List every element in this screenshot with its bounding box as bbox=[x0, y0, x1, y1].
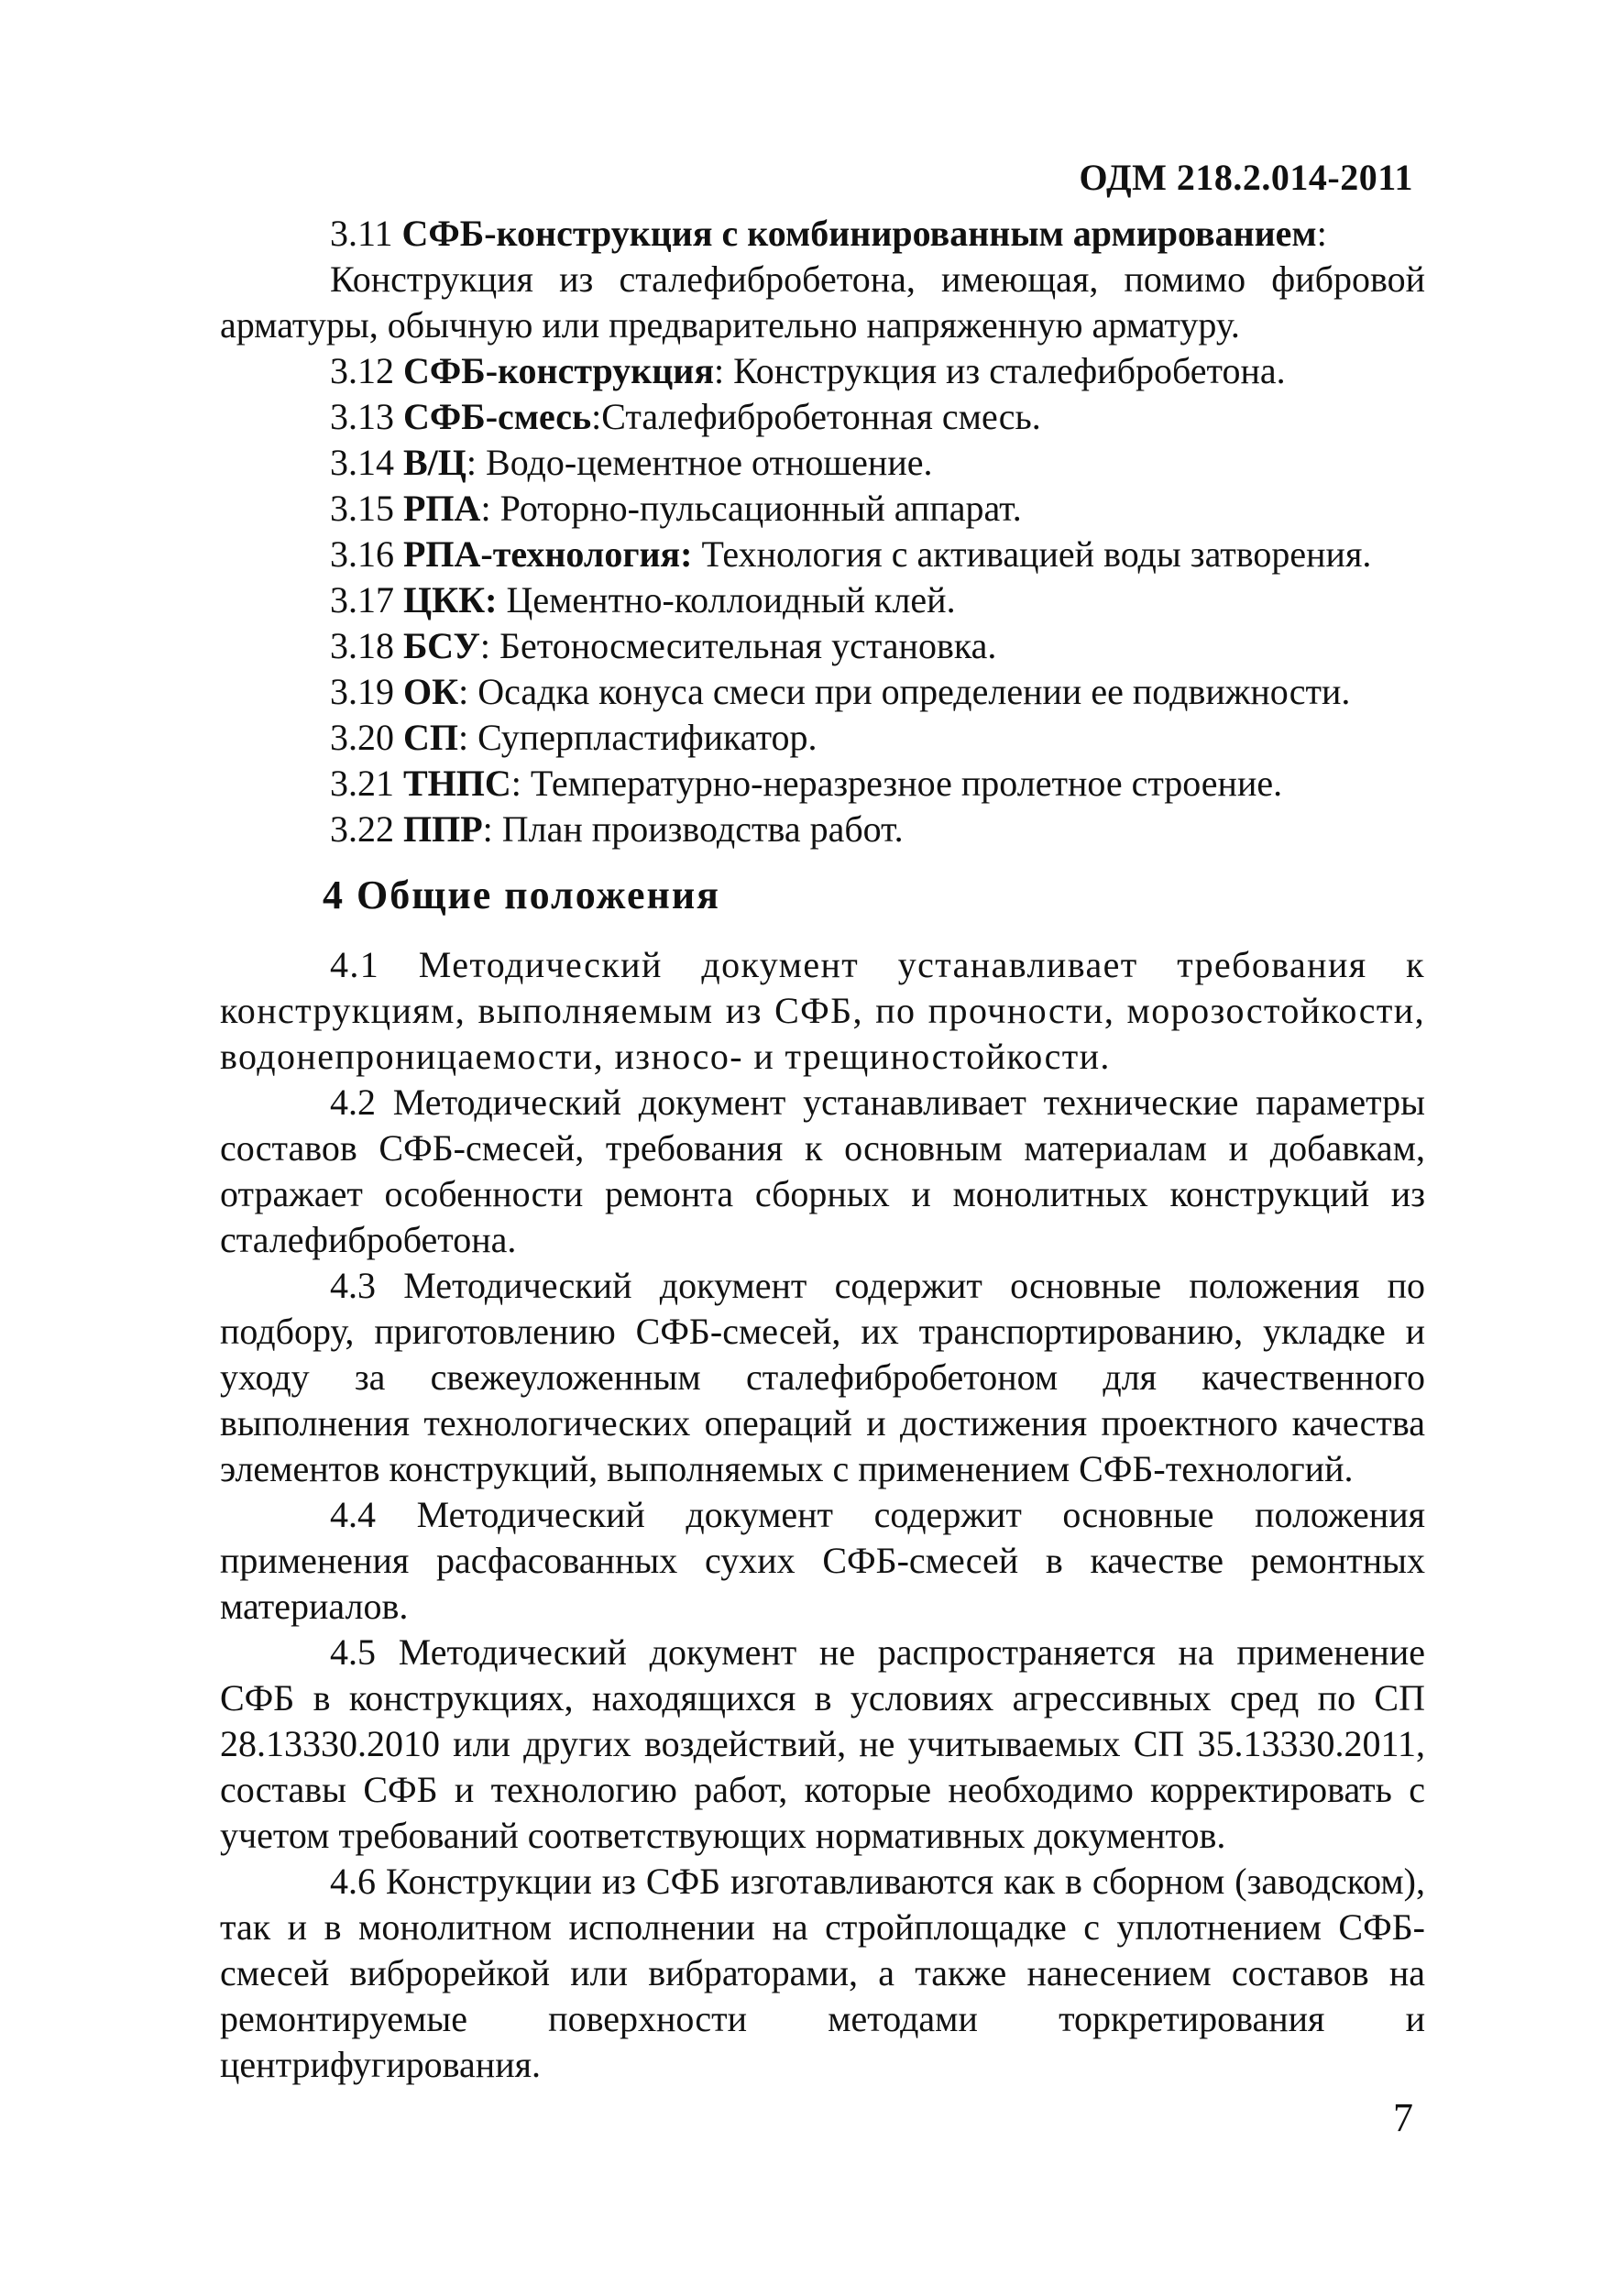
definition-text: Суперпластификатор. bbox=[468, 717, 817, 758]
definition-3-22 bbox=[220, 807, 1425, 852]
definition-number: 3.11 bbox=[330, 213, 393, 254]
section-heading: 4 Общие положения bbox=[323, 873, 720, 917]
definition-text: Сталефибробетонная смесь. bbox=[601, 396, 1041, 437]
definition-text: Технология с активацией воды затворения. bbox=[692, 533, 1372, 575]
definition-separator: : bbox=[458, 671, 469, 712]
definition-3-21 bbox=[220, 761, 1425, 807]
definition-number: 3.12 bbox=[330, 350, 394, 391]
definition-3-15 bbox=[220, 486, 1425, 532]
definition-3-11 bbox=[220, 211, 1425, 257]
definition-number: 3.16 bbox=[330, 533, 394, 575]
definition-text: Бетоносмесительная установка. bbox=[490, 625, 997, 666]
definition-term: ТНПС bbox=[403, 763, 511, 804]
definition-number: 3.18 bbox=[330, 625, 394, 666]
definition-text: Водо-цементное отношение. bbox=[477, 442, 933, 483]
definition-separator: : bbox=[713, 350, 725, 391]
document-code-header: ОДМ 218.2.014-2011 bbox=[1079, 157, 1413, 198]
paragraph-4-4: 4.4 Методический документ содержит основные положения применения расфасованных сухих СФБ-смесей в качестве ремонтных материалов. bbox=[220, 1494, 1425, 1627]
definition-separator: : bbox=[1316, 213, 1327, 254]
definition-separator: : bbox=[480, 488, 491, 529]
definition-number: 3.22 bbox=[330, 808, 394, 850]
definition-number: 3.14 bbox=[330, 442, 394, 483]
paragraph-4-1: 4.1 Методический документ устанавливает требования к конструкциям, выполняемым из СФБ, по прочности, морозостойкости, водонепроницаемости, износо- и трещиностойкости. bbox=[220, 944, 1425, 1077]
definition-text: Осадка конуса смеси при определении ее подвижности. bbox=[468, 671, 1351, 712]
definition-term: ОК bbox=[403, 671, 459, 712]
definition-term: СФБ-конструкция bbox=[403, 350, 714, 391]
definition-3-18 bbox=[220, 623, 1425, 669]
definition-3-12 bbox=[220, 348, 1425, 394]
definition-number: 3.19 bbox=[330, 671, 394, 712]
paragraph-4-5: 4.5 Методический документ не распространяется на применение СФБ в конструкциях, находящихся в условиях агрессивных сред по СП 28.13330.2010 или других воздействий, не учитываемых СП 35.13330.2011, составы СФБ и технологию работ, которые необходимо корректировать с учетом требований соответствующих нормативных документов. bbox=[220, 1631, 1425, 1856]
definition-term: ППР bbox=[403, 808, 483, 850]
definition-text: Температурно-неразрезное пролетное строение. bbox=[521, 763, 1283, 804]
definition-term: В/Ц bbox=[403, 442, 466, 483]
definition-text: Цементно-коллоидный клей. bbox=[497, 579, 956, 620]
paragraph-4-3: 4.3 Методический документ содержит основные положения по подбору, приготовлению СФБ-смесей, их транспортированию, укладке и уходу за свежеуложенным сталефибробетоном для качественного выполнения технологических операций и достижения проектного качества элементов конструкций, выполняемых с применением СФБ-технологий. bbox=[220, 1265, 1425, 1489]
definition-3-14 bbox=[220, 440, 1425, 486]
definition-3-17 bbox=[220, 577, 1425, 623]
definition-text: План производства работ. bbox=[492, 808, 904, 850]
definition-separator: : bbox=[591, 396, 602, 437]
definition-term: БСУ bbox=[403, 625, 480, 666]
definition-separator: : bbox=[479, 625, 491, 666]
definition-text: Конструкция из сталефибробетона. bbox=[724, 350, 1286, 391]
definition-term: СП bbox=[403, 717, 458, 758]
definition-3-13 bbox=[220, 394, 1425, 440]
paragraph-4-6: 4.6 Конструкции из СФБ изготавливаются как в сборном (заводском), так и в монолитном исполнении на стройплощадке с уплотнением СФБ-смесей виброрейкой или вибраторами, а также нанесением составов на ремонтируемые поверхности методами торкретирования и центрифугирования. bbox=[220, 1861, 1425, 2085]
definition-term: ЦКК: bbox=[403, 579, 498, 620]
definition-separator: : bbox=[458, 717, 469, 758]
definition-separator: : bbox=[482, 808, 493, 850]
definition-number: 3.15 bbox=[330, 488, 394, 529]
definition-number: 3.17 bbox=[330, 579, 394, 620]
definition-3-16 bbox=[220, 532, 1425, 577]
definition-3-11-text: Конструкция из сталефибробетона, имеющая, помимо фибровой арматуры, обычную или предварительно напряженную арматуру. bbox=[220, 258, 1425, 346]
definition-number: 3.21 bbox=[330, 763, 394, 804]
page-number: 7 bbox=[1393, 2095, 1413, 2140]
paragraph-4-2: 4.2 Методический документ устанавливает технические параметры составов СФБ-смесей, требования к основным материалам и добавкам, отражает особенности ремонта сборных и монолитных конструкций из сталефибробетона. bbox=[220, 1082, 1425, 1260]
definition-separator: : bbox=[466, 442, 477, 483]
definition-text: Роторно-пульсационный аппарат. bbox=[490, 488, 1022, 529]
definition-number: 3.20 bbox=[330, 717, 394, 758]
definition-separator: : bbox=[510, 763, 521, 804]
page-content bbox=[220, 211, 1425, 2088]
definition-3-20 bbox=[220, 715, 1425, 761]
definition-term: РПА-технология: bbox=[403, 533, 693, 575]
definition-3-19 bbox=[220, 669, 1425, 715]
definition-number: 3.13 bbox=[330, 396, 394, 437]
definition-term: СФБ-смесь bbox=[403, 396, 592, 437]
definition-term: СФБ-конструкция с комбинированным армированием bbox=[401, 213, 1317, 254]
definition-term: РПА bbox=[403, 488, 481, 529]
